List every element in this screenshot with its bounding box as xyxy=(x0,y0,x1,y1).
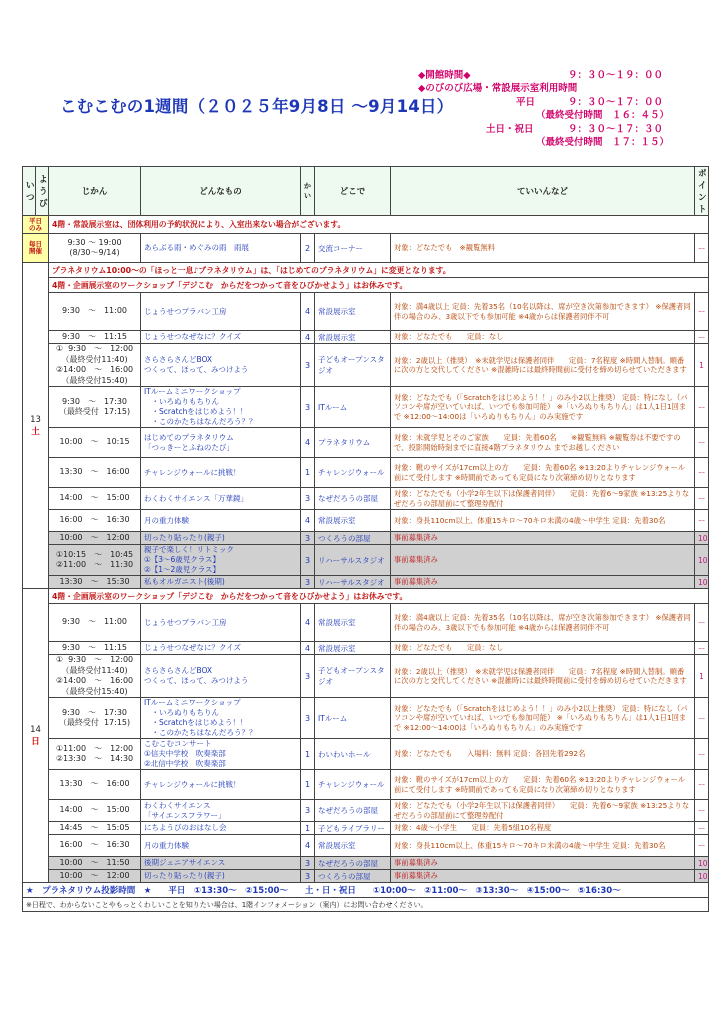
footer-note-row xyxy=(23,898,709,912)
header-row xyxy=(23,167,709,216)
event-floor: 4 xyxy=(301,293,315,331)
event-name: 私もオルガニスト(後期) xyxy=(141,576,301,589)
event-time: 13:30 ～ 16:00 xyxy=(49,458,141,488)
event-point: ー xyxy=(695,800,709,822)
event-row xyxy=(23,857,709,870)
event-time: 10:00 ～ 11:50 xyxy=(49,857,141,870)
event-name: さらさらさんどBOX つくって、ほって、みつけよう xyxy=(141,344,301,387)
event-conditions: 対象：どなたでも 定員：なし xyxy=(391,331,695,344)
event-point: 10 xyxy=(695,576,709,589)
event-time: ①11:00 ～ 12:00 ②13:30 ～ 14:30 xyxy=(49,739,141,770)
event-floor: 3 xyxy=(301,800,315,822)
event-floor: 4 xyxy=(301,428,315,458)
header-when: いつ xyxy=(23,167,36,216)
event-place: わいわいホール xyxy=(315,739,391,770)
event-place: 常設展示室 xyxy=(315,835,391,857)
event-place: 常設展示室 xyxy=(315,642,391,655)
event-name: じょうせつなぜなに？クイズ xyxy=(141,331,301,344)
event-place: 常設展示室 xyxy=(315,604,391,642)
event-conditions: 事前募集済み xyxy=(391,545,695,576)
event-point: ー xyxy=(695,428,709,458)
weekday-last: （最終受付時間 １６：４５） xyxy=(536,110,670,122)
event-time: 9:30 ～ 17:30 （最終受付 17:15) xyxy=(49,698,141,739)
event-name: わくわくサイエンス 「サイエンスフラワー」 xyxy=(141,800,301,822)
event-row xyxy=(23,655,709,698)
event-point: ー xyxy=(695,835,709,857)
event-name: チャレンジウォールに挑戦！ xyxy=(141,770,301,800)
event-time: ①10:15 ～ 10:45 ②11:00 ～ 11:30 xyxy=(49,545,141,576)
event-row xyxy=(23,576,709,589)
event-conditions: 対象：どなたでも ※観覧無料 xyxy=(391,234,695,263)
weekday-label: 土 xyxy=(31,426,40,437)
event-point: 10 xyxy=(695,532,709,545)
event-conditions: 対象：どなたでも 定員：なし xyxy=(391,642,695,655)
page-title: こむこむの1週間（２０２５年9月8日 ～9月14日） xyxy=(60,97,454,116)
event-row xyxy=(23,545,709,576)
event-row xyxy=(23,870,709,883)
event-name: こむこむコンサート ①信夫中学校 吹奏楽部 ②北信中学校 吹奏楽部 xyxy=(141,739,301,770)
event-place: 子どもオープンスタジオ xyxy=(315,655,391,698)
open-time: ９：３０～１９：００ xyxy=(568,70,664,81)
event-place: チャレンジウォール xyxy=(315,458,391,488)
event-time: 14:00 ～ 15:00 xyxy=(49,488,141,510)
event-name: 切ったり貼ったり(親子) xyxy=(141,870,301,883)
event-name: チャレンジウォールに挑戦！ xyxy=(141,458,301,488)
event-conditions: 対象：身長110cm以上、体重15キロ～70キロ未満の4歳～中学生 定員：先着30名 xyxy=(391,835,695,857)
event-row xyxy=(23,428,709,458)
event-conditions: 対象：未就学児とそのご家族 定員：先着60名 ※観覧無料 ※観覧券は不要ですので、投影開始時刻までに直接4階プラネタリウム までお越しください xyxy=(391,428,695,458)
header-where: どこで xyxy=(315,167,391,216)
event-time: 14:45 ～ 15:05 xyxy=(49,822,141,835)
event-conditions: 対象：靴のサイズが17cm以上の方 定員：先着60名 ※13:20よりチャレンジウォール前にて受付します ※時間前であっても定員になり次第締め切りとなります xyxy=(391,458,695,488)
event-name: じょうせつなぜなに？クイズ xyxy=(141,642,301,655)
date-cell xyxy=(23,589,49,883)
event-row xyxy=(23,642,709,655)
event-conditions: 対象：満4歳以上 定員：先着35名（10名以降は、席が空き次第参加できます） ※保護者同伴の場合のみ、3歳以下でも参加可能 ※4歳からは保護者同伴不可 xyxy=(391,293,695,331)
event-point: ー xyxy=(695,739,709,770)
event-time: 13:30 ～ 16:00 xyxy=(49,770,141,800)
event-floor: 4 xyxy=(301,510,315,532)
event-floor: 3 xyxy=(301,857,315,870)
event-point: 1 xyxy=(695,655,709,698)
event-time: 9:30 ～ 19:00 (8/30～9/14) xyxy=(49,234,141,263)
event-time: 10:00 ～ 12:00 xyxy=(49,870,141,883)
weekend-label: 土日・祝日 xyxy=(486,123,534,135)
event-time: ① 9:30 ～ 12:00 （最終受付11:40) ②14:00 ～ 16:00 （最終受付15:40) xyxy=(49,344,141,387)
event-name: 月の重力体験 xyxy=(141,510,301,532)
event-row xyxy=(23,387,709,428)
event-floor: 4 xyxy=(301,642,315,655)
event-point: ー xyxy=(695,331,709,344)
open-label: ◆開館時間◆ xyxy=(418,70,471,81)
event-name: 月の重力体験 xyxy=(141,835,301,857)
header-cond: ていいんなど xyxy=(391,167,695,216)
event-conditions: 対象：どなたでも（「Scratchをはじめよう！！」のみ小2以上推奨） 定員：特になし（パソコンや席が空いていれば、いつでも参加可能） ※「いろぬりもちりん」は1人1日1回まで ※12:00～14:00は「いろぬりもちりん」のみ実施です xyxy=(391,698,695,739)
weekday-label: 平日のみ xyxy=(23,216,49,234)
event-point: 10 xyxy=(695,857,709,870)
event-conditions: 対象：どなたでも（「Scratchをはじめよう！！」のみ小2以上推奨） 定員：特になし（パソコンや席が空いていれば、いつでも参加可能） ※「いろぬりもちりん」は1人1日1回まで ※12:00～14:00は「いろぬりもちりん」のみ実施です xyxy=(391,387,695,428)
event-row xyxy=(23,488,709,510)
event-floor: 3 xyxy=(301,532,315,545)
event-place: つくろうの部屋 xyxy=(315,870,391,883)
weekday-notice-row xyxy=(23,216,709,234)
event-row xyxy=(23,458,709,488)
event-time: 9:30 ～ 11:00 xyxy=(49,604,141,642)
header-what: どんなもの xyxy=(141,167,301,216)
event-place: 常設展示室 xyxy=(315,510,391,532)
event-name: はじめてのプラネタリウム 「つっきーとふねのたび」 xyxy=(141,428,301,458)
weekday-time: ９：３０～１７：００ xyxy=(568,96,664,108)
event-time: 9:30 ～ 17:30 （最終受付 17:15) xyxy=(49,387,141,428)
header-floor: かい xyxy=(301,167,315,216)
event-row xyxy=(23,822,709,835)
event-floor: 4 xyxy=(301,331,315,344)
event-conditions: 対象：どなたでも（小学2年生以下は保護者同伴） 定員：先着6～9家族 ※13:25よりなぜだろうの部屋前にて整理券配付 xyxy=(391,488,695,510)
event-name: さらさらさんどBOX つくって、ほって、みつけよう xyxy=(141,655,301,698)
event-conditions: 事前募集済み xyxy=(391,857,695,870)
event-place: 子どもライブラリー xyxy=(315,822,391,835)
event-row xyxy=(23,739,709,770)
event-name: わくわくサイエンス「万華鏡」 xyxy=(141,488,301,510)
event-time: 9:30 ～ 11:00 xyxy=(49,293,141,331)
planetarium-times: ★ プラネタリウム投影時間 ★ 平日 ①13:30～ ②15:00～ 土・日・祝日 ①10:00～ ②11:00～ ③13:30～ ④15:00～ ⑤16:30～ xyxy=(23,883,709,898)
event-conditions: 事前募集済み xyxy=(391,870,695,883)
event-point: ー xyxy=(695,510,709,532)
event-place: ITルーム xyxy=(315,387,391,428)
event-row xyxy=(23,532,709,545)
plaza-label: ◆のびのび広場・常設展示室利用時間 xyxy=(418,83,578,95)
event-conditions: 対象：4歳～小学生 定員：先着5組10名程度 xyxy=(391,822,695,835)
daily-label: 毎日開催 xyxy=(23,234,49,263)
event-name: 切ったり貼ったり(親子) xyxy=(141,532,301,545)
event-conditions: 事前募集済み xyxy=(391,532,695,545)
event-row xyxy=(23,604,709,642)
event-conditions: 事前募集済み xyxy=(391,576,695,589)
event-conditions: 対象：2歳以上（推奨） ※未就学児は保護者同伴 定員：7名程度 ※時間入替制。順番に次の方と交代してください ※混雑時には最終時間前に受付を締め切らせていただきます xyxy=(391,344,695,387)
event-floor: 1 xyxy=(301,739,315,770)
event-floor: 3 xyxy=(301,576,315,589)
event-time: 10:00 ～ 12:00 xyxy=(49,532,141,545)
event-place: ITルーム xyxy=(315,698,391,739)
event-floor: 3 xyxy=(301,545,315,576)
event-place: リハーサルスタジオ xyxy=(315,545,391,576)
weekday-notice: 4階・常設展示室は、団体利用の予約状況により、入室出来ない場合がございます。 xyxy=(49,216,709,234)
date-number: 14 xyxy=(30,724,41,735)
event-floor: 3 xyxy=(301,655,315,698)
event-point: 10 xyxy=(695,870,709,883)
event-time: 13:30 ～ 15:30 xyxy=(49,576,141,589)
date-cell xyxy=(23,263,49,589)
event-place: 常設展示室 xyxy=(315,293,391,331)
event-place: なぜだろうの部屋 xyxy=(315,800,391,822)
event-conditions: 対象：身長110cm以上、体重15キロ～70キロ未満の4歳～中学生 定員：先着30名 xyxy=(391,510,695,532)
event-place: なぜだろうの部屋 xyxy=(315,488,391,510)
event-place: なぜだろうの部屋 xyxy=(315,857,391,870)
event-time: 16:00 ～ 16:30 xyxy=(49,835,141,857)
event-name: ITルームミニワークショップ ・いろぬりもちりん ・Scratchをはじめよう！！ ・このかたちはなんだろう？？ xyxy=(141,387,301,428)
weekend-time: ９：３０～１７：３０ xyxy=(568,123,664,135)
event-place: 常設展示室 xyxy=(315,331,391,344)
event-point: ー xyxy=(695,293,709,331)
event-time: 10:00 ～ 10:15 xyxy=(49,428,141,458)
planetarium-row xyxy=(23,883,709,898)
event-name: ITルームミニワークショップ ・いろぬりもちりん ・Scratchをはじめよう！！ ・このかたちはなんだろう？？ xyxy=(141,698,301,739)
weekday-label: 平日 xyxy=(516,96,536,108)
event-name: 後期ジュニアサイエンス xyxy=(141,857,301,870)
event-name: あらぶる雨・めぐみの雨 雨展 xyxy=(141,234,301,263)
event-row xyxy=(23,698,709,739)
notice-row xyxy=(23,589,709,604)
event-conditions: 対象：靴のサイズが17cm以上の方 定員：先着60名 ※13:20よりチャレンジウォール前にて受付します ※時間前であっても定員になり次第締め切りとなります xyxy=(391,770,695,800)
event-time: 16:00 ～ 16:30 xyxy=(49,510,141,532)
event-name: 親子で楽しく！リトミック ①【3～6歳児クラス】 ②【1～2歳児クラス】 xyxy=(141,545,301,576)
event-point: ー xyxy=(695,698,709,739)
daily-row xyxy=(23,234,709,263)
event-name: にちようびのおはなし会 xyxy=(141,822,301,835)
event-point: ー xyxy=(695,234,709,263)
opening-hours xyxy=(418,69,688,149)
event-point: ー xyxy=(695,822,709,835)
event-floor: 3 xyxy=(301,488,315,510)
event-point: ー xyxy=(695,458,709,488)
event-place: チャレンジウォール xyxy=(315,770,391,800)
event-time: 14:00 ～ 15:00 xyxy=(49,800,141,822)
schedule-table xyxy=(22,166,709,912)
event-point: ー xyxy=(695,642,709,655)
event-time: 9:30 ～ 11:15 xyxy=(49,331,141,344)
notice-row xyxy=(23,263,709,278)
header-point: ポイント xyxy=(695,167,709,216)
weekday-label: 日 xyxy=(31,736,40,747)
event-point: ー xyxy=(695,387,709,428)
header-day: ようび xyxy=(36,167,49,216)
event-point: ー xyxy=(695,604,709,642)
event-row xyxy=(23,331,709,344)
event-place: 子どもオープンスタジオ xyxy=(315,344,391,387)
event-point: ー xyxy=(695,770,709,800)
event-floor: 1 xyxy=(301,822,315,835)
event-conditions: 対象：満4歳以上 定員：先着35名（10名以降は、席が空き次第参加できます） ※保護者同伴の場合のみ、3歳以下でも参加可能 ※4歳からは保護者同伴不可 xyxy=(391,604,695,642)
event-point: ー xyxy=(695,488,709,510)
event-row xyxy=(23,293,709,331)
header-time: じかん xyxy=(49,167,141,216)
event-place: プラネタリウム xyxy=(315,428,391,458)
event-place: リハーサルスタジオ xyxy=(315,576,391,589)
notice-text: プラネタリウム10:00〜の「ほっと一息♪プラネタリウム」は、「はじめてのプラネタリウム」に変更となります。 xyxy=(49,263,709,278)
event-point: 1 xyxy=(695,344,709,387)
event-place: つくろうの部屋 xyxy=(315,532,391,545)
event-floor: 1 xyxy=(301,770,315,800)
event-floor: 3 xyxy=(301,698,315,739)
event-name: じょうせつプラバン工房 xyxy=(141,293,301,331)
event-row xyxy=(23,770,709,800)
event-floor: 1 xyxy=(301,458,315,488)
event-row xyxy=(23,800,709,822)
event-time: 9:30 ～ 11:15 xyxy=(49,642,141,655)
date-number: 13 xyxy=(30,414,41,425)
footer-note: ※日程で、わからないことやもっとくわしいことを知りたい場合は、1階インフォメーション（案内）にお問い合わせください。 xyxy=(23,898,709,912)
event-place: 交流コーナー xyxy=(315,234,391,263)
event-floor: 3 xyxy=(301,387,315,428)
event-conditions: 対象：どなたでも（小学2年生以下は保護者同伴） 定員：先着6～9家族 ※13:25よりなぜだろうの部屋前にて整理券配付 xyxy=(391,800,695,822)
event-name: じょうせつプラバン工房 xyxy=(141,604,301,642)
event-conditions: 対象：2歳以上（推奨） ※未就学児は保護者同伴 定員：7名程度 ※時間入替制。順番に次の方と交代してください ※混雑時には最終時間前に受付を締め切らせていただきます xyxy=(391,655,695,698)
event-floor: 3 xyxy=(301,870,315,883)
event-floor: 4 xyxy=(301,604,315,642)
event-row xyxy=(23,510,709,532)
event-conditions: 対象：どなたでも 入場料：無料 定員：各回先着292名 xyxy=(391,739,695,770)
event-row xyxy=(23,344,709,387)
event-floor: 2 xyxy=(301,234,315,263)
event-floor: 3 xyxy=(301,344,315,387)
notice-row xyxy=(23,278,709,293)
weekend-last: （最終受付時間 １７：１５） xyxy=(536,136,670,148)
event-floor: 4 xyxy=(301,835,315,857)
event-time: ① 9:30 ～ 12:00 （最終受付11:40) ②14:00 ～ 16:00 （最終受付15:40) xyxy=(49,655,141,698)
notice-text: 4階・企画展示室のワークショップ「デジこむ からだをつかって音をひびかせよう」はお休みです。 xyxy=(49,278,709,293)
notice-text: 4階・企画展示室のワークショップ「デジこむ からだをつかって音をひびかせよう」はお休みです。 xyxy=(49,589,709,604)
event-row xyxy=(23,835,709,857)
event-point: 10 xyxy=(695,545,709,576)
